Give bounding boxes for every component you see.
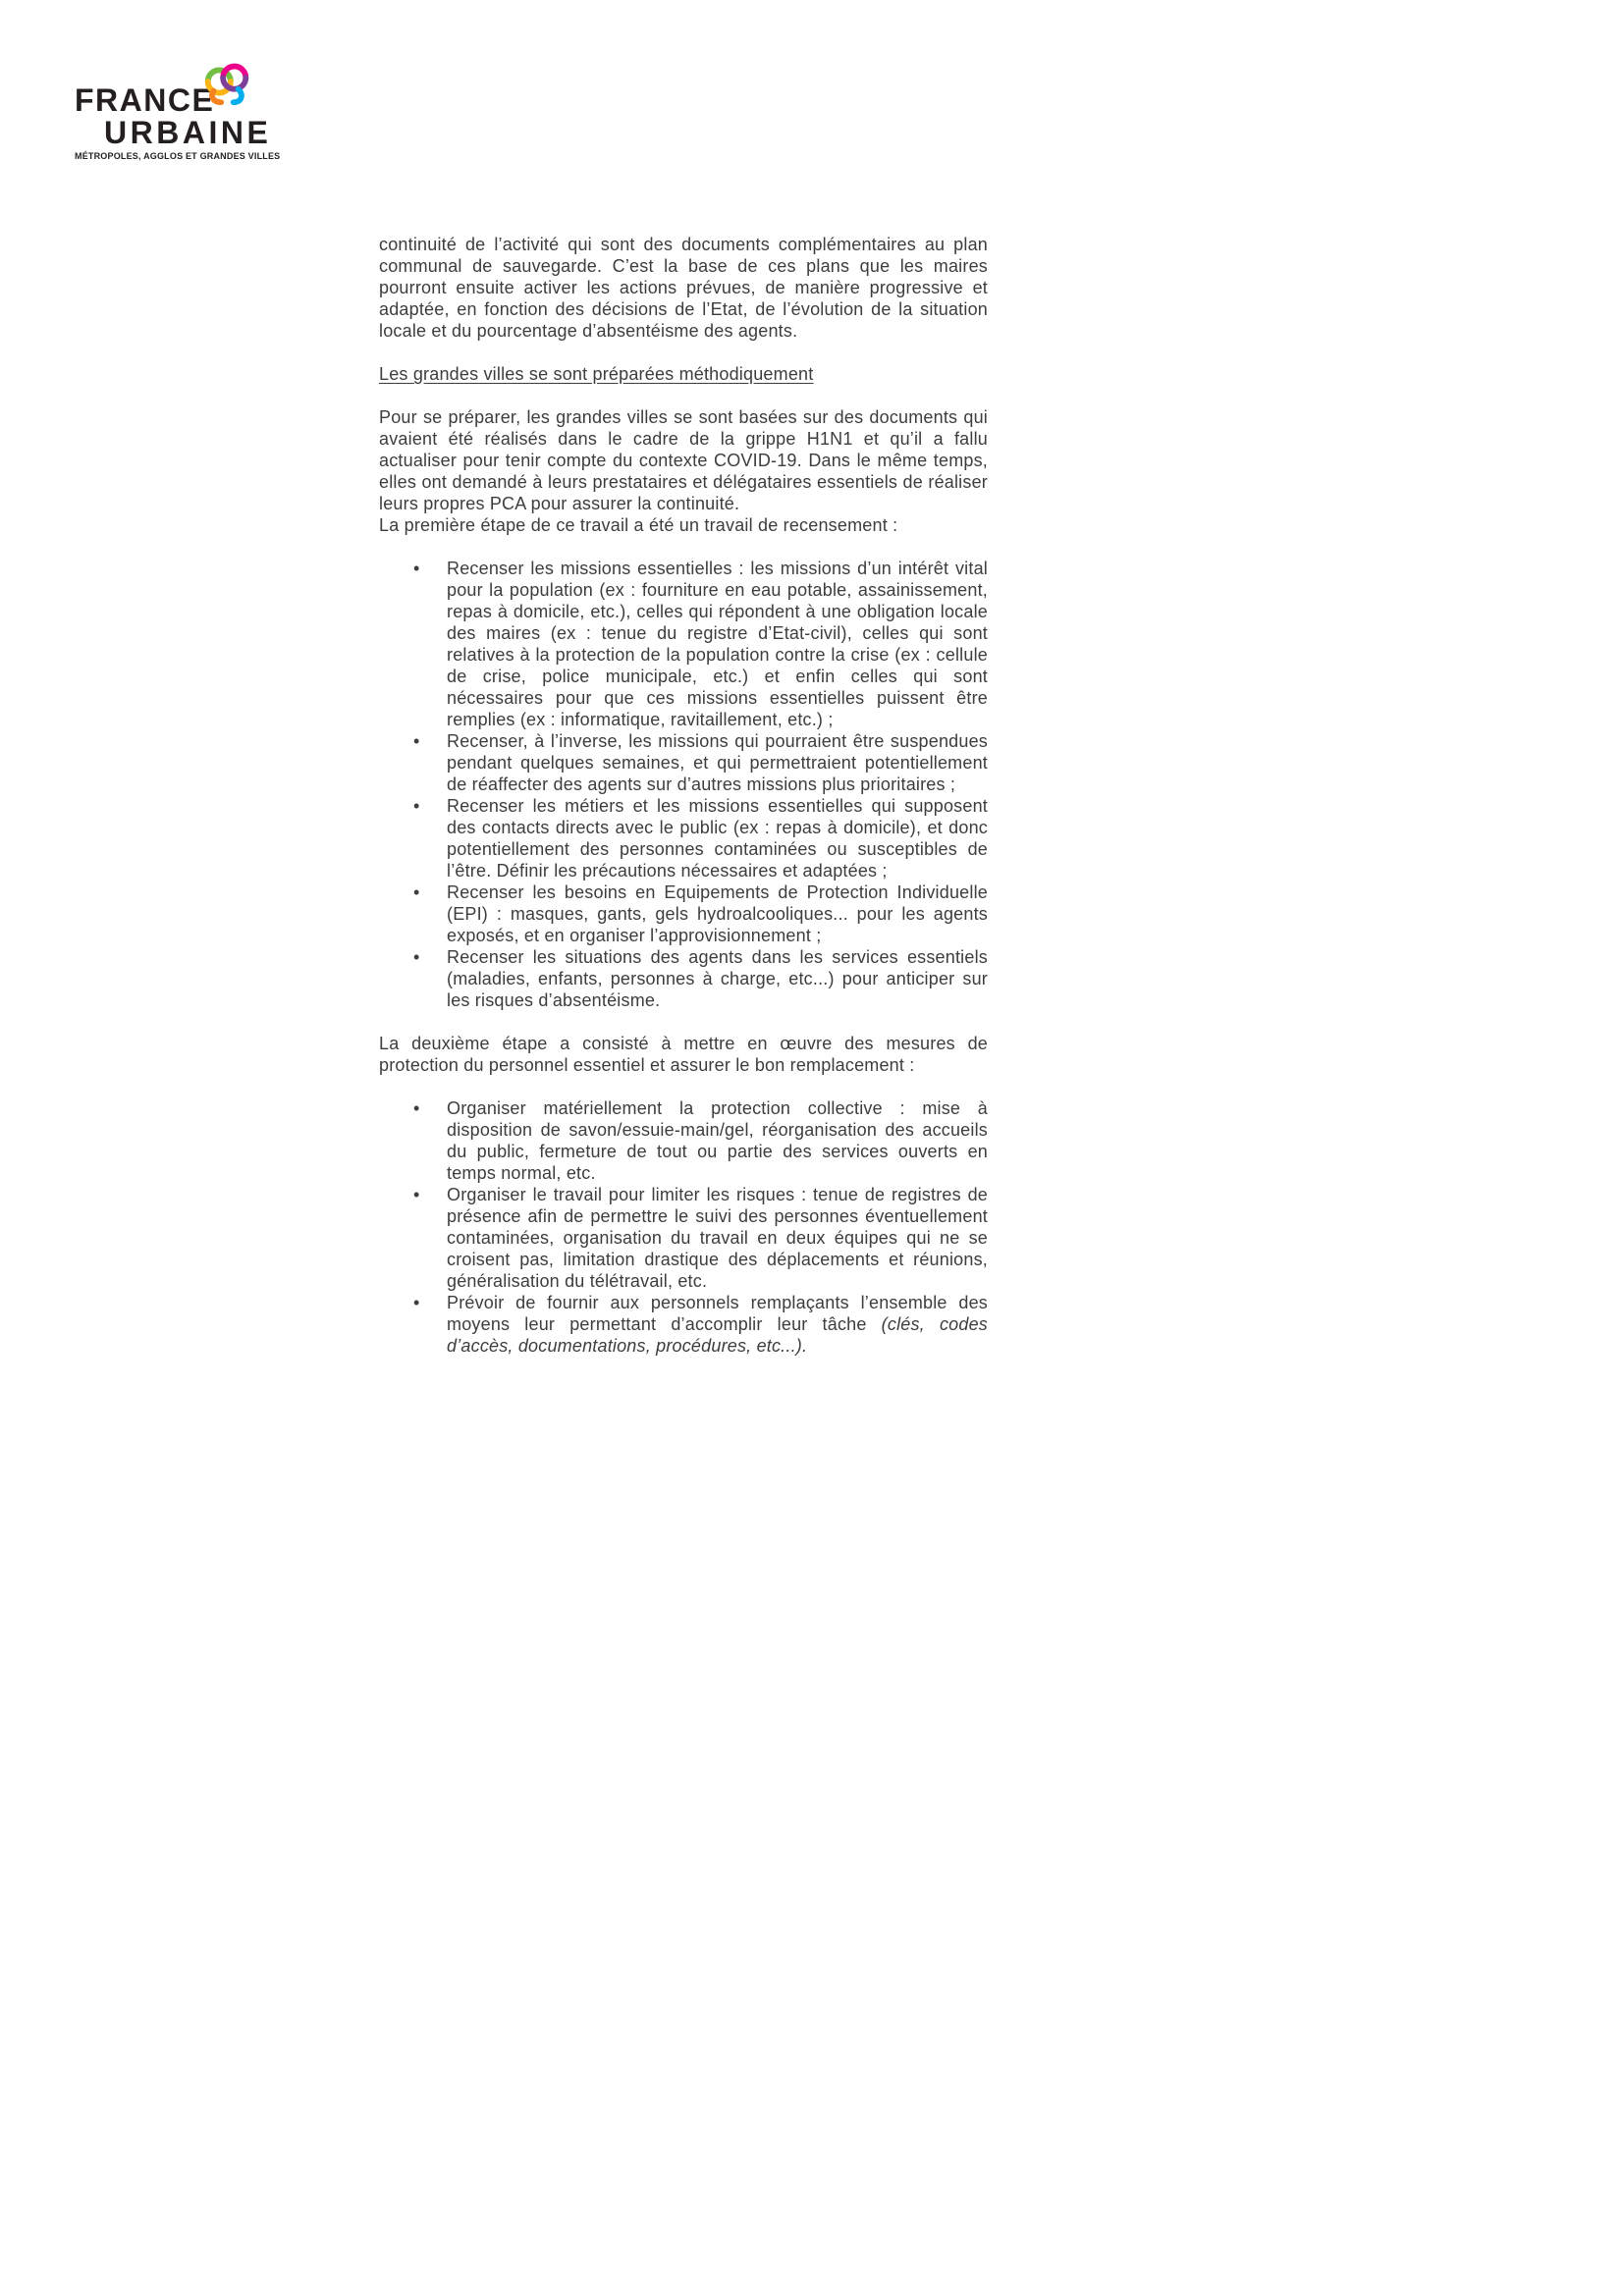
census-bullet-list [379,558,988,1011]
bullet-item: • Organiser le travail pour limiter les risques : tenue de registres de présence afin de permettre le suivi des personnes éventuellement contaminées, organisation du travail en deux équipes qui ne se croisent pas, limitation drastique des déplacements et réunions, généralisation du télétravail, etc. [447,1184,988,1292]
bullet-item: • Prévoir de fournir aux personnels remplaçants l’ensemble des moyens leur permettant d’accomplir leur tâche (clés, codes d’accès, documentations, procédures, etc...). [447,1292,988,1357]
paragraph-first-step: La première étape de ce travail a été un travail de recensement : [379,515,898,535]
logo-tagline: MÉTROPOLES, AGGLOS ET GRANDES VILLES [75,151,281,161]
bullet-item: • Recenser les métiers et les missions essentielles qui supposent des contacts directs avec le public (ex : repas à domicile), et donc potentiellement des personnes contaminées ou susceptibles de l’être. Définir les précautions nécessaires et adaptées ; [447,795,988,881]
protection-bullet-list [379,1097,988,1357]
logo-text-urbaine: URBAINE [104,115,272,150]
section-heading: Les grandes villes se sont préparées méthodiquement [379,364,814,384]
paragraph-continuity: continuité de l’activité qui sont des documents complémentaires au plan communal de sauvegarde. C’est la base de ces plans que les maires pourront ensuite activer les actions prévues, de manière progressive et adaptée, en fonction des décisions de l’Etat, de l’évolution de la situation locale et du pourcentage d’absentéisme des agents. [379,235,988,341]
bullet-item: • Recenser, à l’inverse, les missions qui pourraient être suspendues pendant quelques semaines, et qui permettraient potentiellement de réaffecter des agents sur d’autres missions plus prioritaires ; [447,730,988,795]
logo-text-france: FRANCE [75,82,215,118]
bullet-item: • Recenser les missions essentielles : les missions d’un intérêt vital pour la population (ex : fourniture en eau potable, assainissement, repas à domicile, etc.), celles qui répondent à une obligation locale des maires (ex : tenue du registre d’Etat-civil), celles qui sont relatives à la protection de la population contre la crise (ex : cellule de crise, police municipale, etc.) et enfin celles qui sont nécessaires pour que ces missions essentielles puissent être remplies (ex : informatique, ravitaillement, etc.) ; [447,558,988,730]
paragraph-second-step: La deuxième étape a consisté à mettre en œuvre des mesures de protection du personnel essentiel et assurer le bon remplacement : [379,1034,988,1075]
bullet-item: • Recenser les situations des agents dans les services essentiels (maladies, enfants, personnes à charge, etc...) pour anticiper sur les risques d’absentéisme. [447,946,988,1011]
document-body [379,234,988,1378]
logo-ribbon-icon [200,55,253,108]
paragraph-preparation: Pour se préparer, les grandes villes se sont basées sur des documents qui avaient été réalisés dans le cadre de la grippe H1N1 et qu’il a fallu actualiser pour tenir compte du contexte COVID-19. Dans le même temps, elles ont demandé à leurs prestataires et délégataires essentiels de réaliser leurs propres PCA pour assurer la continuité. [379,407,988,513]
bullet-item: • Organiser matériellement la protection collective : mise à disposition de savon/essuie-main/gel, réorganisation des accueils du public, fermeture de tout ou partie des services ouverts en temps normal, etc. [447,1097,988,1184]
bullet-item: • Recenser les besoins en Equipements de Protection Individuelle (EPI) : masques, gants, gels hydroalcooliques... pour les agents exposés, et en organiser l’approvisionnement ; [447,881,988,946]
france-urbaine-logo [75,55,291,173]
